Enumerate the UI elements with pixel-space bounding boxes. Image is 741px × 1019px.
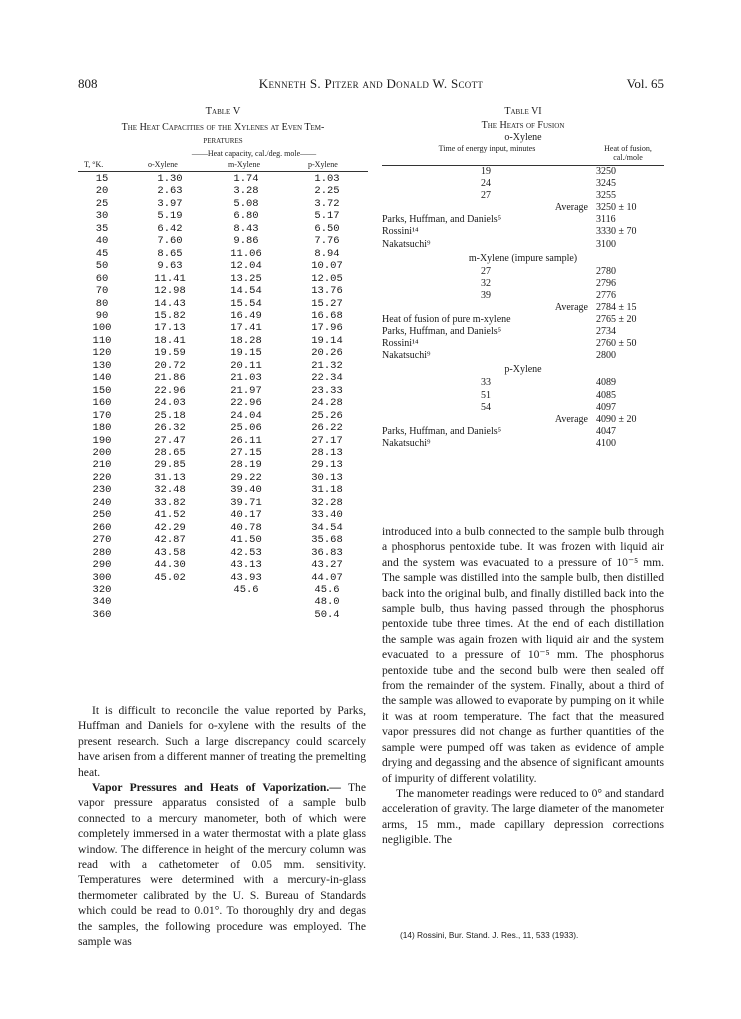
cell-o-xylene: 1.30 — [157, 173, 183, 185]
cell-o-xylene — [126, 609, 206, 621]
table-row — [78, 372, 368, 384]
table-vi-label: Table VI — [504, 106, 542, 117]
cell-p-xylene: 7.76 — [314, 235, 340, 248]
table-v-caption — [78, 121, 368, 147]
cell-o-xylene: 29.85 — [154, 459, 186, 472]
cell-m-xylene: 8.43 — [233, 222, 259, 235]
cell-temperature: 110 — [92, 334, 112, 347]
reference-value: 2765 ± 20 — [596, 314, 637, 326]
table-v-group-header — [78, 149, 368, 160]
cell-m-xylene: 39.40 — [230, 484, 262, 497]
table-row — [78, 248, 368, 260]
table-row — [78, 422, 368, 434]
table-row — [78, 509, 368, 521]
cell-time: 24 — [481, 178, 491, 190]
average-value: 2784 ± 15 — [596, 301, 637, 313]
cell-m-xylene: 19.15 — [230, 347, 262, 360]
cell-o-xylene: 22.96 — [154, 384, 186, 397]
table-v-group-header-text: ——Heat capacity, cal./deg. mole—— — [191, 149, 317, 158]
cell-o-xylene — [126, 596, 206, 608]
cell-temperature: 140 — [92, 372, 112, 385]
cell-m-xylene: 9.86 — [233, 235, 259, 248]
cell-heat: 3250 — [596, 166, 616, 177]
table-row — [78, 472, 368, 484]
cell-m-xylene: 26.11 — [230, 434, 262, 447]
table-row — [382, 266, 664, 278]
reference-value: 4100 — [596, 437, 616, 449]
cell-o-xylene: 45.02 — [154, 571, 186, 584]
col-header-o-xylene: o-Xylene — [148, 160, 178, 169]
cell-o-xylene: 41.52 — [154, 509, 186, 522]
table-row — [78, 173, 368, 185]
cell-o-xylene: 6.42 — [157, 222, 183, 235]
cell-temperature: 280 — [92, 546, 112, 559]
cell-temperature: 260 — [92, 521, 112, 534]
cell-temperature: 80 — [95, 297, 109, 310]
reference-row — [382, 426, 664, 438]
reference-source: Nakatsuchi⁹ — [382, 350, 431, 362]
cell-temperature: 220 — [92, 471, 112, 484]
cell-m-xylene: 43.13 — [230, 559, 262, 572]
table-row — [382, 166, 664, 178]
table-row — [382, 190, 664, 202]
reference-row — [382, 438, 664, 450]
o-xylene-block — [382, 166, 664, 251]
table-row — [382, 178, 664, 190]
section-o-xylene: o-Xylene — [504, 132, 542, 143]
cell-o-xylene: 31.13 — [154, 471, 186, 484]
reference-value: 4047 — [596, 425, 616, 437]
table-row — [78, 547, 368, 559]
cell-m-xylene: 25.06 — [230, 422, 262, 435]
reference-source: Nakatsuchi⁹ — [382, 238, 431, 250]
table-row — [78, 322, 368, 334]
table-row — [78, 447, 368, 459]
cell-m-xylene: 40.78 — [230, 521, 262, 534]
cell-m-xylene: 28.19 — [230, 459, 262, 472]
cell-p-xylene: 27.17 — [311, 434, 343, 447]
cell-o-xylene: 28.65 — [154, 446, 186, 459]
section-p-xylene: p-Xylene — [504, 364, 542, 376]
reference-row — [382, 350, 664, 362]
reference-value: 3330 ± 70 — [596, 226, 637, 238]
cell-o-xylene: 26.32 — [154, 422, 186, 435]
table-row — [78, 273, 368, 285]
cell-p-xylene: 34.54 — [311, 521, 343, 534]
cell-temperature: 340 — [92, 596, 112, 609]
reference-value: 2760 ± 50 — [596, 338, 637, 350]
cell-o-xylene: 5.19 — [157, 210, 183, 223]
cell-o-xylene: 2.63 — [157, 185, 183, 198]
cell-o-xylene: 24.03 — [154, 397, 186, 410]
cell-m-xylene: 20.11 — [230, 359, 262, 372]
cell-p-xylene: 19.14 — [311, 334, 343, 347]
running-authors: Kenneth S. Pitzer and Donald W. Scott — [258, 76, 484, 91]
table-row — [78, 310, 368, 322]
cell-heat: 4097 — [596, 401, 616, 413]
cell-m-xylene: 6.80 — [233, 210, 259, 223]
cell-p-xylene: 10.07 — [311, 260, 343, 273]
table-row — [78, 410, 368, 422]
table-v-column-headers — [78, 160, 368, 172]
cell-p-xylene: 3.72 — [314, 197, 340, 210]
cell-temperature: 300 — [92, 571, 112, 584]
cell-temperature: 250 — [92, 509, 112, 522]
cell-m-xylene: 21.97 — [230, 384, 262, 397]
cell-p-xylene: 45.6 — [314, 583, 340, 596]
cell-temperature: 50 — [95, 260, 109, 273]
reference-row — [382, 226, 664, 238]
table-v — [78, 106, 368, 621]
cell-p-xylene: 44.07 — [311, 571, 343, 584]
cell-m-xylene: 15.54 — [230, 297, 262, 310]
cell-m-xylene: 16.49 — [230, 309, 262, 322]
m-xylene-block — [382, 266, 664, 363]
cell-temperature: 70 — [95, 285, 109, 298]
cell-m-xylene: 24.04 — [230, 409, 262, 422]
cell-m-xylene — [206, 596, 286, 608]
cell-heat: 3255 — [596, 190, 616, 202]
table-row — [78, 360, 368, 372]
table-row — [382, 278, 664, 290]
table-row — [78, 347, 368, 359]
average-value: 4090 ± 20 — [596, 413, 637, 425]
reference-row — [382, 239, 664, 251]
cell-temperature: 15 — [95, 173, 109, 185]
section-heading-vapor-pressures: Vapor Pressures and Heats of Vaporization.— — [92, 781, 341, 795]
cell-o-xylene: 8.65 — [157, 247, 183, 260]
cell-p-xylene: 32.28 — [311, 496, 343, 509]
cell-p-xylene: 35.68 — [311, 534, 343, 547]
cell-p-xylene: 33.40 — [311, 509, 343, 522]
col-header-temperature: T, °K. — [84, 160, 104, 169]
table-row — [78, 435, 368, 447]
cell-temperature: 40 — [95, 235, 109, 248]
table-row — [78, 609, 368, 621]
table-row — [78, 298, 368, 310]
table-row — [382, 402, 664, 414]
cell-m-xylene: 1.74 — [233, 173, 259, 185]
cell-temperature: 190 — [92, 434, 112, 447]
cell-o-xylene: 17.13 — [154, 322, 186, 335]
cell-temperature: 210 — [92, 459, 112, 472]
cell-temperature: 150 — [92, 384, 112, 397]
average-row — [382, 202, 664, 214]
table-row — [78, 210, 368, 222]
cell-m-xylene: 3.28 — [233, 185, 259, 198]
cell-temperature: 360 — [92, 608, 112, 621]
cell-p-xylene: 20.26 — [311, 347, 343, 360]
right-column-text — [382, 524, 664, 848]
average-label: Average — [554, 202, 588, 214]
cell-o-xylene: 43.58 — [154, 546, 186, 559]
cell-p-xylene: 21.32 — [311, 359, 343, 372]
cell-p-xylene: 17.96 — [311, 322, 343, 335]
cell-heat: 4089 — [596, 377, 616, 389]
cell-temperature: 35 — [95, 222, 109, 235]
average-row — [382, 302, 664, 314]
paragraph-manometer: The manometer readings were reduced to 0° and standard acceleration of gravity. The large diameter of the manometer arms, 15 mm., made capillary depression corrections negligible. The — [382, 786, 664, 847]
table-row — [78, 584, 368, 596]
cell-p-xylene: 28.13 — [311, 446, 343, 459]
cell-p-xylene: 1.03 — [314, 173, 340, 185]
reference-source: Heat of fusion of pure m-xylene — [382, 314, 511, 326]
cell-temperature: 100 — [92, 322, 112, 335]
cell-temperature: 120 — [92, 347, 112, 360]
cell-o-xylene: 11.41 — [154, 272, 186, 285]
table-row — [78, 534, 368, 546]
cell-temperature: 200 — [92, 446, 112, 459]
cell-p-xylene: 36.83 — [311, 546, 343, 559]
cell-p-xylene: 24.28 — [311, 397, 343, 410]
cell-o-xylene: 21.86 — [154, 372, 186, 385]
cell-o-xylene: 42.87 — [154, 534, 186, 547]
table-row — [382, 290, 664, 302]
cell-temperature: 60 — [95, 272, 109, 285]
average-row — [382, 414, 664, 426]
table-row — [78, 185, 368, 197]
table-v-body — [78, 173, 368, 621]
section-m-xylene: m-Xylene (impure sample) — [468, 252, 578, 264]
cell-m-xylene: 13.25 — [230, 272, 262, 285]
cell-temperature: 240 — [92, 496, 112, 509]
cell-p-xylene: 2.25 — [314, 185, 340, 198]
cell-heat: 2780 — [596, 265, 616, 277]
table-row — [78, 235, 368, 247]
average-label: Average — [554, 301, 588, 313]
cell-p-xylene: 22.34 — [311, 372, 343, 385]
table-row — [78, 484, 368, 496]
table-row — [382, 390, 664, 402]
table-row — [382, 377, 664, 389]
cell-p-xylene: 6.50 — [314, 222, 340, 235]
cell-p-xylene: 13.76 — [311, 285, 343, 298]
cell-time: 54 — [481, 401, 491, 413]
table-row — [78, 198, 368, 210]
cell-m-xylene: 27.15 — [230, 446, 262, 459]
left-column-text — [78, 703, 366, 950]
cell-m-xylene: 18.28 — [230, 334, 262, 347]
average-value: 3250 ± 10 — [596, 202, 637, 214]
cell-temperature: 320 — [92, 583, 112, 596]
table-row — [78, 223, 368, 235]
table-row — [78, 260, 368, 272]
reference-value: 2800 — [596, 350, 616, 362]
cell-m-xylene: 29.22 — [230, 471, 262, 484]
cell-o-xylene: 44.30 — [154, 559, 186, 572]
p-xylene-block — [382, 377, 664, 450]
cell-p-xylene: 31.18 — [311, 484, 343, 497]
cell-heat: 2776 — [596, 289, 616, 301]
cell-temperature: 180 — [92, 422, 112, 435]
cell-m-xylene: 45.6 — [233, 583, 259, 596]
col-header-time: Time of energy input, minutes — [438, 144, 536, 153]
cell-p-xylene: 23.33 — [311, 384, 343, 397]
reference-row — [382, 326, 664, 338]
cell-o-xylene: 27.47 — [154, 434, 186, 447]
reference-row — [382, 214, 664, 226]
cell-temperature: 160 — [92, 397, 112, 410]
reference-row — [382, 314, 664, 326]
table-row — [78, 459, 368, 471]
col-header-heat: Heat of fusion, cal./mole — [604, 144, 652, 162]
cell-heat: 2796 — [596, 277, 616, 289]
cell-p-xylene: 48.0 — [314, 596, 340, 609]
cell-p-xylene: 16.68 — [311, 309, 343, 322]
cell-o-xylene: 9.63 — [157, 260, 183, 273]
reference-source: Parks, Huffman, and Daniels⁵ — [382, 425, 502, 437]
paragraph-apparatus: The vapor pressure apparatus consisted of a sample bulb connected to a mercury manometer, both of which were completely immersed in a water thermostat with a plate glass window. The difference in height of the mercury column was read with a cathetometer of 0.05 mm. sensitivity. Temperatures were determined with a mercury-in-glass thermometer calibrated by the U. S. Bureau of Standards which could be read to 0.01°. To thoroughly dry and degas the samples, the following procedure was employed. The sample was — [78, 781, 366, 949]
cell-temperature: 230 — [92, 484, 112, 497]
cell-m-xylene: 21.03 — [230, 372, 262, 385]
table-row — [78, 335, 368, 347]
reference-value: 3100 — [596, 238, 616, 250]
cell-m-xylene: 42.53 — [230, 546, 262, 559]
cell-o-xylene — [126, 584, 206, 596]
cell-m-xylene: 40.17 — [230, 509, 262, 522]
table-row — [78, 522, 368, 534]
cell-temperature: 130 — [92, 359, 112, 372]
cell-o-xylene: 33.82 — [154, 496, 186, 509]
cell-p-xylene: 5.17 — [314, 210, 340, 223]
cell-o-xylene: 18.41 — [154, 334, 186, 347]
cell-p-xylene: 29.13 — [311, 459, 343, 472]
reference-source: Parks, Huffman, and Daniels⁵ — [382, 214, 502, 226]
cell-m-xylene: 17.41 — [230, 322, 262, 335]
cell-time: 51 — [481, 389, 491, 401]
cell-p-xylene: 15.27 — [311, 297, 343, 310]
reference-value: 3116 — [596, 214, 616, 226]
cell-temperature: 20 — [95, 185, 109, 198]
volume-label: Vol. 65 — [626, 76, 664, 91]
reference-value: 2734 — [596, 326, 616, 338]
paragraph-discrepancy: It is difficult to reconcile the value reported by Parks, Huffman and Daniels for o-xylene with the results of the present research. Such a large discrepancy could scarcely have arisen from a different manner of treating the premelting heat. — [78, 704, 366, 779]
cell-o-xylene: 12.98 — [154, 285, 186, 298]
cell-o-xylene: 14.43 — [154, 297, 186, 310]
cell-temperature: 170 — [92, 409, 112, 422]
table-vi-column-headers — [382, 143, 664, 166]
col-header-p-xylene: p-Xylene — [308, 160, 338, 169]
reference-source: Nakatsuchi⁹ — [382, 437, 431, 449]
cell-time: 27 — [481, 265, 491, 277]
cell-temperature: 45 — [95, 247, 109, 260]
cell-o-xylene: 20.72 — [154, 359, 186, 372]
table-row — [78, 497, 368, 509]
cell-time: 32 — [481, 277, 491, 289]
cell-p-xylene: 8.94 — [314, 247, 340, 260]
cell-p-xylene: 25.26 — [311, 409, 343, 422]
cell-time: 27 — [481, 190, 491, 202]
cell-time: 39 — [481, 289, 491, 301]
cell-o-xylene: 25.18 — [154, 409, 186, 422]
reference-source: Parks, Huffman, and Daniels⁵ — [382, 326, 502, 338]
cell-m-xylene: 41.50 — [230, 534, 262, 547]
cell-temperature: 90 — [95, 309, 109, 322]
cell-heat: 4085 — [596, 389, 616, 401]
cell-o-xylene: 42.29 — [154, 521, 186, 534]
table-row — [78, 572, 368, 584]
cell-m-xylene: 12.04 — [230, 260, 262, 273]
cell-m-xylene — [206, 609, 286, 621]
cell-heat: 3245 — [596, 178, 616, 190]
cell-temperature: 270 — [92, 534, 112, 547]
table-row — [78, 285, 368, 297]
cell-temperature: 290 — [92, 559, 112, 572]
cell-p-xylene: 12.05 — [311, 272, 343, 285]
cell-o-xylene: 3.97 — [157, 197, 183, 210]
cell-o-xylene: 15.82 — [154, 309, 186, 322]
cell-p-xylene: 43.27 — [311, 559, 343, 572]
table-vi-caption: The Heats of Fusion — [481, 120, 565, 131]
table-row — [78, 397, 368, 409]
cell-m-xylene: 39.71 — [230, 496, 262, 509]
cell-o-xylene: 19.59 — [154, 347, 186, 360]
table-v-caption-line1: The Heat Capacities of the Xylenes at Even Tem- — [121, 122, 325, 133]
table-v-label: Table V — [205, 106, 241, 117]
paragraph-procedure: introduced into a bulb connected to the sample bulb through a phosphorus pentoxide tube. It was frozen with liquid air and the system was evacuated to a pressure of 10⁻⁵ mm. The sample was distilled into the sample bulb, then distilled back into the original bulb, and finally distilled back into the sample bulb, thus having passed through the phosphorus pentoxide tube three times. At the end of each distillation the sample was again frozen with liquid air and the system evacuated to a pressure of 10⁻⁵ mm. The phosphorus pentoxide tube and the second bulb were then sealed off from the remainder of the system. Finally, about a third of the sample was allowed to evaporate by pumping on it while it was at room temperature. The fact that the measured vapor pressures did not change as further quantities of the sample were pumped off was taken as evidence of ample drying and degassing and the absence of significant amounts of impurity of different volatility. — [382, 525, 664, 785]
cell-temperature: 30 — [95, 210, 109, 223]
table-row — [78, 559, 368, 571]
cell-m-xylene: 22.96 — [230, 397, 262, 410]
table-row — [78, 385, 368, 397]
table-v-caption-line2: peratures — [203, 135, 243, 146]
reference-source: Rossini¹⁴ — [382, 226, 419, 238]
page-number: 808 — [78, 76, 98, 91]
running-header — [78, 76, 664, 94]
reference-source: Rossini¹⁴ — [382, 338, 419, 350]
cell-m-xylene: 43.93 — [230, 571, 262, 584]
footnote-14: (14) Rossini, Bur. Stand. J. Res., 11, 533 (1933). — [400, 930, 579, 940]
average-label: Average — [554, 413, 588, 425]
cell-time: 19 — [481, 166, 491, 177]
cell-m-xylene: 5.08 — [233, 197, 259, 210]
table-row — [78, 596, 368, 608]
cell-o-xylene: 32.48 — [154, 484, 186, 497]
reference-row — [382, 338, 664, 350]
cell-o-xylene: 7.60 — [157, 235, 183, 248]
cell-p-xylene: 26.22 — [311, 422, 343, 435]
cell-m-xylene: 14.54 — [230, 285, 262, 298]
cell-m-xylene: 11.06 — [230, 247, 262, 260]
table-vi — [382, 106, 664, 450]
cell-p-xylene: 50.4 — [314, 608, 340, 621]
cell-p-xylene: 30.13 — [311, 471, 343, 484]
cell-time: 33 — [481, 377, 491, 389]
cell-temperature: 25 — [95, 197, 109, 210]
col-header-m-xylene: m-Xylene — [228, 160, 260, 169]
